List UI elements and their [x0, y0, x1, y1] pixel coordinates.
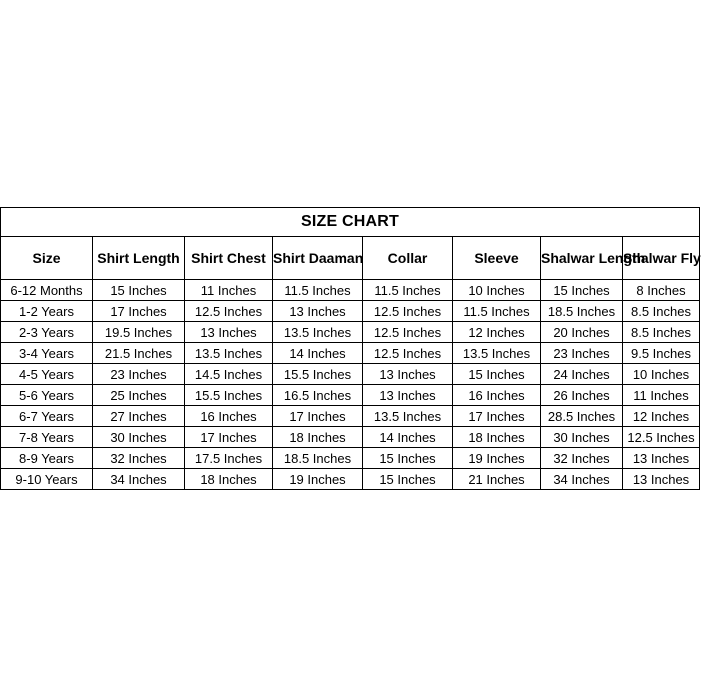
cell-shalwar-length: 34 Inches	[541, 469, 623, 490]
cell-shirt-chest: 13 Inches	[185, 322, 273, 343]
column-header-shalwar-length: Shalwar Length	[541, 237, 623, 280]
cell-shirt-length: 34 Inches	[93, 469, 185, 490]
title-row	[1, 208, 700, 237]
cell-size: 9-10 Years	[1, 469, 93, 490]
cell-shirt-daaman: 13.5 Inches	[273, 322, 363, 343]
cell-size: 2-3 Years	[1, 322, 93, 343]
cell-shalwar-fly: 13 Inches	[623, 469, 700, 490]
cell-shirt-daaman: 18 Inches	[273, 427, 363, 448]
cell-shirt-daaman: 16.5 Inches	[273, 385, 363, 406]
cell-shalwar-fly: 12 Inches	[623, 406, 700, 427]
cell-sleeve: 18 Inches	[453, 427, 541, 448]
cell-shirt-daaman: 14 Inches	[273, 343, 363, 364]
column-header-size: Size	[1, 237, 93, 280]
cell-shalwar-length: 32 Inches	[541, 448, 623, 469]
cell-size: 8-9 Years	[1, 448, 93, 469]
cell-shirt-chest: 13.5 Inches	[185, 343, 273, 364]
cell-shirt-length: 23 Inches	[93, 364, 185, 385]
cell-collar: 13 Inches	[363, 364, 453, 385]
cell-shalwar-length: 23 Inches	[541, 343, 623, 364]
table-row	[1, 364, 700, 385]
size-chart-table	[0, 207, 700, 490]
cell-shirt-daaman: 17 Inches	[273, 406, 363, 427]
cell-size: 3-4 Years	[1, 343, 93, 364]
cell-shalwar-fly: 13 Inches	[623, 448, 700, 469]
cell-shirt-chest: 14.5 Inches	[185, 364, 273, 385]
cell-shalwar-fly: 9.5 Inches	[623, 343, 700, 364]
column-header-shalwar-fly: Shalwar Fly	[623, 237, 700, 280]
cell-shirt-chest: 15.5 Inches	[185, 385, 273, 406]
cell-sleeve: 19 Inches	[453, 448, 541, 469]
cell-shirt-length: 30 Inches	[93, 427, 185, 448]
cell-sleeve: 10 Inches	[453, 280, 541, 301]
cell-shirt-length: 17 Inches	[93, 301, 185, 322]
cell-shirt-length: 15 Inches	[93, 280, 185, 301]
cell-shalwar-fly: 8.5 Inches	[623, 301, 700, 322]
table-row	[1, 301, 700, 322]
cell-shalwar-fly: 11 Inches	[623, 385, 700, 406]
cell-shirt-length: 27 Inches	[93, 406, 185, 427]
size-chart-container	[0, 207, 699, 490]
cell-shirt-length: 32 Inches	[93, 448, 185, 469]
cell-size: 7-8 Years	[1, 427, 93, 448]
cell-size: 6-12 Months	[1, 280, 93, 301]
cell-collar: 15 Inches	[363, 448, 453, 469]
cell-collar: 12.5 Inches	[363, 343, 453, 364]
cell-shalwar-length: 15 Inches	[541, 280, 623, 301]
cell-shalwar-fly: 12.5 Inches	[623, 427, 700, 448]
cell-shalwar-fly: 8 Inches	[623, 280, 700, 301]
cell-shirt-length: 21.5 Inches	[93, 343, 185, 364]
cell-shirt-daaman: 11.5 Inches	[273, 280, 363, 301]
header-row	[1, 237, 700, 280]
cell-shirt-chest: 16 Inches	[185, 406, 273, 427]
table-row	[1, 406, 700, 427]
cell-shalwar-length: 18.5 Inches	[541, 301, 623, 322]
table-row	[1, 469, 700, 490]
cell-sleeve: 16 Inches	[453, 385, 541, 406]
cell-shirt-chest: 11 Inches	[185, 280, 273, 301]
cell-shirt-length: 19.5 Inches	[93, 322, 185, 343]
cell-collar: 12.5 Inches	[363, 301, 453, 322]
cell-collar: 15 Inches	[363, 469, 453, 490]
cell-shirt-chest: 12.5 Inches	[185, 301, 273, 322]
cell-shalwar-length: 20 Inches	[541, 322, 623, 343]
cell-collar: 11.5 Inches	[363, 280, 453, 301]
cell-collar: 14 Inches	[363, 427, 453, 448]
table-row	[1, 385, 700, 406]
cell-size: 5-6 Years	[1, 385, 93, 406]
table-row	[1, 322, 700, 343]
cell-size: 6-7 Years	[1, 406, 93, 427]
table-row	[1, 448, 700, 469]
cell-shirt-chest: 17 Inches	[185, 427, 273, 448]
column-header-shirt-daaman: Shirt Daaman	[273, 237, 363, 280]
table-row	[1, 427, 700, 448]
chart-title: SIZE CHART	[1, 208, 700, 237]
table-row	[1, 343, 700, 364]
cell-shirt-daaman: 13 Inches	[273, 301, 363, 322]
cell-collar: 12.5 Inches	[363, 322, 453, 343]
column-header-collar: Collar	[363, 237, 453, 280]
cell-shalwar-length: 24 Inches	[541, 364, 623, 385]
cell-sleeve: 17 Inches	[453, 406, 541, 427]
table-row	[1, 280, 700, 301]
column-header-shirt-chest: Shirt Chest	[185, 237, 273, 280]
cell-collar: 13 Inches	[363, 385, 453, 406]
cell-sleeve: 11.5 Inches	[453, 301, 541, 322]
cell-shalwar-length: 30 Inches	[541, 427, 623, 448]
cell-shirt-length: 25 Inches	[93, 385, 185, 406]
cell-shirt-daaman: 18.5 Inches	[273, 448, 363, 469]
cell-shalwar-length: 28.5 Inches	[541, 406, 623, 427]
cell-shirt-chest: 18 Inches	[185, 469, 273, 490]
size-chart-body	[1, 280, 700, 490]
cell-size: 1-2 Years	[1, 301, 93, 322]
cell-collar: 13.5 Inches	[363, 406, 453, 427]
cell-shirt-daaman: 19 Inches	[273, 469, 363, 490]
cell-shirt-chest: 17.5 Inches	[185, 448, 273, 469]
cell-shirt-daaman: 15.5 Inches	[273, 364, 363, 385]
cell-shalwar-length: 26 Inches	[541, 385, 623, 406]
column-header-sleeve: Sleeve	[453, 237, 541, 280]
cell-shalwar-fly: 8.5 Inches	[623, 322, 700, 343]
cell-size: 4-5 Years	[1, 364, 93, 385]
cell-sleeve: 21 Inches	[453, 469, 541, 490]
cell-shalwar-fly: 10 Inches	[623, 364, 700, 385]
cell-sleeve: 13.5 Inches	[453, 343, 541, 364]
cell-sleeve: 12 Inches	[453, 322, 541, 343]
column-header-shirt-length: Shirt Length	[93, 237, 185, 280]
cell-sleeve: 15 Inches	[453, 364, 541, 385]
